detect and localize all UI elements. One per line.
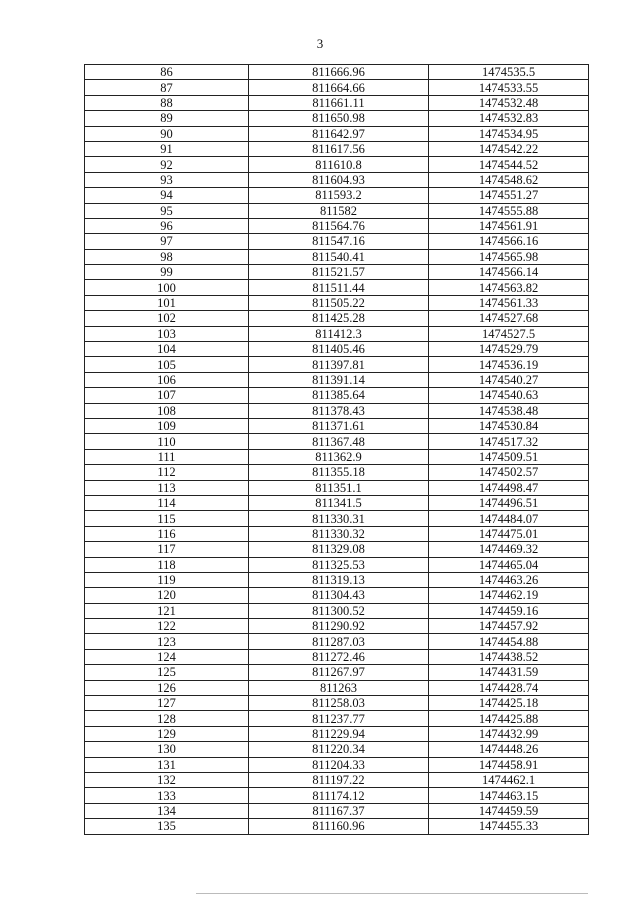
y-coordinate-cell: 1474566.16 — [429, 234, 589, 249]
x-coordinate-cell: 811391.14 — [249, 372, 429, 387]
y-coordinate-cell: 1474438.52 — [429, 649, 589, 664]
point-number-cell: 90 — [85, 126, 249, 141]
x-coordinate-cell: 811547.16 — [249, 234, 429, 249]
y-coordinate-cell: 1474533.55 — [429, 80, 589, 95]
table-row — [85, 357, 589, 372]
point-number-cell: 107 — [85, 388, 249, 403]
page-number: 3 — [316, 36, 324, 51]
y-coordinate-cell: 1474544.52 — [429, 157, 589, 172]
y-coordinate-cell: 1474463.26 — [429, 572, 589, 587]
table-row — [85, 726, 589, 741]
x-coordinate-cell: 811167.37 — [249, 803, 429, 818]
table-row — [85, 80, 589, 95]
y-coordinate-cell: 1474463.15 — [429, 788, 589, 803]
y-coordinate-cell: 1474475.01 — [429, 526, 589, 541]
point-number-cell: 93 — [85, 172, 249, 187]
point-number-cell: 100 — [85, 280, 249, 295]
point-number-cell: 116 — [85, 526, 249, 541]
point-number-cell: 132 — [85, 772, 249, 787]
y-coordinate-cell: 1474540.27 — [429, 372, 589, 387]
y-coordinate-cell: 1474540.63 — [429, 388, 589, 403]
point-number-cell: 108 — [85, 403, 249, 418]
point-number-cell: 127 — [85, 696, 249, 711]
table-row — [85, 141, 589, 156]
point-number-cell: 121 — [85, 603, 249, 618]
table-row — [85, 311, 589, 326]
y-coordinate-cell: 1474529.79 — [429, 342, 589, 357]
table-row — [85, 603, 589, 618]
x-coordinate-cell: 811220.34 — [249, 742, 429, 757]
table-row — [85, 449, 589, 464]
y-coordinate-cell: 1474535.5 — [429, 65, 589, 80]
y-coordinate-cell: 1474551.27 — [429, 188, 589, 203]
x-coordinate-cell: 811511.44 — [249, 280, 429, 295]
point-number-cell: 92 — [85, 157, 249, 172]
table-row — [85, 572, 589, 587]
y-coordinate-cell: 1474462.1 — [429, 772, 589, 787]
table-row — [85, 742, 589, 757]
point-number-cell: 115 — [85, 511, 249, 526]
point-number-cell: 95 — [85, 203, 249, 218]
x-coordinate-cell: 811304.43 — [249, 588, 429, 603]
x-coordinate-cell: 811505.22 — [249, 295, 429, 310]
point-number-cell: 129 — [85, 726, 249, 741]
y-coordinate-cell: 1474532.48 — [429, 95, 589, 110]
table-row — [85, 757, 589, 772]
x-coordinate-cell: 811263 — [249, 680, 429, 695]
x-coordinate-cell: 811300.52 — [249, 603, 429, 618]
y-coordinate-cell: 1474542.22 — [429, 141, 589, 156]
point-number-cell: 126 — [85, 680, 249, 695]
table-row — [85, 388, 589, 403]
y-coordinate-cell: 1474469.32 — [429, 542, 589, 557]
table-row — [85, 619, 589, 634]
coordinates-table — [84, 64, 589, 835]
table-row — [85, 680, 589, 695]
x-coordinate-cell: 811272.46 — [249, 649, 429, 664]
table-row — [85, 465, 589, 480]
x-coordinate-cell: 811258.03 — [249, 696, 429, 711]
x-coordinate-cell: 811319.13 — [249, 572, 429, 587]
point-number-cell: 133 — [85, 788, 249, 803]
table-row — [85, 542, 589, 557]
x-coordinate-cell: 811564.76 — [249, 218, 429, 233]
x-coordinate-cell: 811174.12 — [249, 788, 429, 803]
point-number-cell: 124 — [85, 649, 249, 664]
table-row — [85, 218, 589, 233]
table-row — [85, 788, 589, 803]
y-coordinate-cell: 1474454.88 — [429, 634, 589, 649]
table-row — [85, 819, 589, 834]
x-coordinate-cell: 811604.93 — [249, 172, 429, 187]
x-coordinate-cell: 811650.98 — [249, 111, 429, 126]
x-coordinate-cell: 811287.03 — [249, 634, 429, 649]
point-number-cell: 98 — [85, 249, 249, 264]
point-number-cell: 130 — [85, 742, 249, 757]
x-coordinate-cell: 811582 — [249, 203, 429, 218]
table-row — [85, 665, 589, 680]
point-number-cell: 119 — [85, 572, 249, 587]
table-row — [85, 342, 589, 357]
x-coordinate-cell: 811330.32 — [249, 526, 429, 541]
x-coordinate-cell: 811351.1 — [249, 480, 429, 495]
point-number-cell: 112 — [85, 465, 249, 480]
y-coordinate-cell: 1474561.91 — [429, 218, 589, 233]
table-row — [85, 480, 589, 495]
table-row — [85, 157, 589, 172]
y-coordinate-cell: 1474458.91 — [429, 757, 589, 772]
y-coordinate-cell: 1474428.74 — [429, 680, 589, 695]
point-number-cell: 117 — [85, 542, 249, 557]
y-coordinate-cell: 1474538.48 — [429, 403, 589, 418]
y-coordinate-cell: 1474530.84 — [429, 418, 589, 433]
y-coordinate-cell: 1474534.95 — [429, 126, 589, 141]
table-row — [85, 649, 589, 664]
table-row — [85, 65, 589, 80]
table-row — [85, 696, 589, 711]
x-coordinate-cell: 811661.11 — [249, 95, 429, 110]
point-number-cell: 106 — [85, 372, 249, 387]
y-coordinate-cell: 1474517.32 — [429, 434, 589, 449]
x-coordinate-cell: 811412.3 — [249, 326, 429, 341]
point-number-cell: 122 — [85, 619, 249, 634]
x-coordinate-cell: 811617.56 — [249, 141, 429, 156]
table-row — [85, 711, 589, 726]
point-number-cell: 87 — [85, 80, 249, 95]
table-row — [85, 495, 589, 510]
table-row — [85, 188, 589, 203]
point-number-cell: 111 — [85, 449, 249, 464]
point-number-cell: 96 — [85, 218, 249, 233]
point-number-cell: 89 — [85, 111, 249, 126]
y-coordinate-cell: 1474425.88 — [429, 711, 589, 726]
y-coordinate-cell: 1474432.99 — [429, 726, 589, 741]
point-number-cell: 110 — [85, 434, 249, 449]
x-coordinate-cell: 811362.9 — [249, 449, 429, 464]
point-number-cell: 113 — [85, 480, 249, 495]
x-coordinate-cell: 811385.64 — [249, 388, 429, 403]
y-coordinate-cell: 1474462.19 — [429, 588, 589, 603]
coordinates-table-body — [85, 65, 589, 835]
y-coordinate-cell: 1474527.5 — [429, 326, 589, 341]
x-coordinate-cell: 811540.41 — [249, 249, 429, 264]
table-row — [85, 203, 589, 218]
table-row — [85, 372, 589, 387]
point-number-cell: 131 — [85, 757, 249, 772]
table-row — [85, 280, 589, 295]
x-coordinate-cell: 811664.66 — [249, 80, 429, 95]
table-row — [85, 126, 589, 141]
x-coordinate-cell: 811397.81 — [249, 357, 429, 372]
y-coordinate-cell: 1474566.14 — [429, 265, 589, 280]
x-coordinate-cell: 811593.2 — [249, 188, 429, 203]
table-row — [85, 634, 589, 649]
x-coordinate-cell: 811229.94 — [249, 726, 429, 741]
point-number-cell: 125 — [85, 665, 249, 680]
point-number-cell: 99 — [85, 265, 249, 280]
table-row — [85, 234, 589, 249]
x-coordinate-cell: 811405.46 — [249, 342, 429, 357]
y-coordinate-cell: 1474459.16 — [429, 603, 589, 618]
x-coordinate-cell: 811610.8 — [249, 157, 429, 172]
table-row — [85, 803, 589, 818]
table-row — [85, 249, 589, 264]
table-row — [85, 588, 589, 603]
y-coordinate-cell: 1474563.82 — [429, 280, 589, 295]
y-coordinate-cell: 1474561.33 — [429, 295, 589, 310]
y-coordinate-cell: 1474484.07 — [429, 511, 589, 526]
table-row — [85, 326, 589, 341]
table-row — [85, 511, 589, 526]
point-number-cell: 123 — [85, 634, 249, 649]
table-row — [85, 418, 589, 433]
point-number-cell: 101 — [85, 295, 249, 310]
table-row — [85, 403, 589, 418]
point-number-cell: 97 — [85, 234, 249, 249]
x-coordinate-cell: 811267.97 — [249, 665, 429, 680]
bottom-divider — [196, 893, 588, 894]
y-coordinate-cell: 1474527.68 — [429, 311, 589, 326]
x-coordinate-cell: 811371.61 — [249, 418, 429, 433]
y-coordinate-cell: 1474532.83 — [429, 111, 589, 126]
x-coordinate-cell: 811341.5 — [249, 495, 429, 510]
point-number-cell: 135 — [85, 819, 249, 834]
y-coordinate-cell: 1474536.19 — [429, 357, 589, 372]
point-number-cell: 134 — [85, 803, 249, 818]
x-coordinate-cell: 811521.57 — [249, 265, 429, 280]
y-coordinate-cell: 1474496.51 — [429, 495, 589, 510]
x-coordinate-cell: 811367.48 — [249, 434, 429, 449]
y-coordinate-cell: 1474555.88 — [429, 203, 589, 218]
y-coordinate-cell: 1474459.59 — [429, 803, 589, 818]
x-coordinate-cell: 811329.08 — [249, 542, 429, 557]
point-number-cell: 91 — [85, 141, 249, 156]
table-row — [85, 295, 589, 310]
x-coordinate-cell: 811378.43 — [249, 403, 429, 418]
point-number-cell: 109 — [85, 418, 249, 433]
x-coordinate-cell: 811290.92 — [249, 619, 429, 634]
x-coordinate-cell: 811642.97 — [249, 126, 429, 141]
x-coordinate-cell: 811325.53 — [249, 557, 429, 572]
y-coordinate-cell: 1474509.51 — [429, 449, 589, 464]
point-number-cell: 120 — [85, 588, 249, 603]
x-coordinate-cell: 811666.96 — [249, 65, 429, 80]
y-coordinate-cell: 1474502.57 — [429, 465, 589, 480]
y-coordinate-cell: 1474425.18 — [429, 696, 589, 711]
table-row — [85, 434, 589, 449]
point-number-cell: 105 — [85, 357, 249, 372]
table-row — [85, 172, 589, 187]
x-coordinate-cell: 811204.33 — [249, 757, 429, 772]
x-coordinate-cell: 811425.28 — [249, 311, 429, 326]
point-number-cell: 88 — [85, 95, 249, 110]
table-row — [85, 557, 589, 572]
table-row — [85, 526, 589, 541]
x-coordinate-cell: 811355.18 — [249, 465, 429, 480]
y-coordinate-cell: 1474498.47 — [429, 480, 589, 495]
x-coordinate-cell: 811237.77 — [249, 711, 429, 726]
x-coordinate-cell: 811197.22 — [249, 772, 429, 787]
point-number-cell: 86 — [85, 65, 249, 80]
y-coordinate-cell: 1474455.33 — [429, 819, 589, 834]
y-coordinate-cell: 1474548.62 — [429, 172, 589, 187]
y-coordinate-cell: 1474465.04 — [429, 557, 589, 572]
point-number-cell: 94 — [85, 188, 249, 203]
point-number-cell: 118 — [85, 557, 249, 572]
point-number-cell: 103 — [85, 326, 249, 341]
point-number-cell: 128 — [85, 711, 249, 726]
x-coordinate-cell: 811160.96 — [249, 819, 429, 834]
y-coordinate-cell: 1474431.59 — [429, 665, 589, 680]
point-number-cell: 102 — [85, 311, 249, 326]
x-coordinate-cell: 811330.31 — [249, 511, 429, 526]
point-number-cell: 114 — [85, 495, 249, 510]
table-row — [85, 111, 589, 126]
table-row — [85, 772, 589, 787]
y-coordinate-cell: 1474448.26 — [429, 742, 589, 757]
table-row — [85, 265, 589, 280]
table-row — [85, 95, 589, 110]
point-number-cell: 104 — [85, 342, 249, 357]
y-coordinate-cell: 1474457.92 — [429, 619, 589, 634]
y-coordinate-cell: 1474565.98 — [429, 249, 589, 264]
